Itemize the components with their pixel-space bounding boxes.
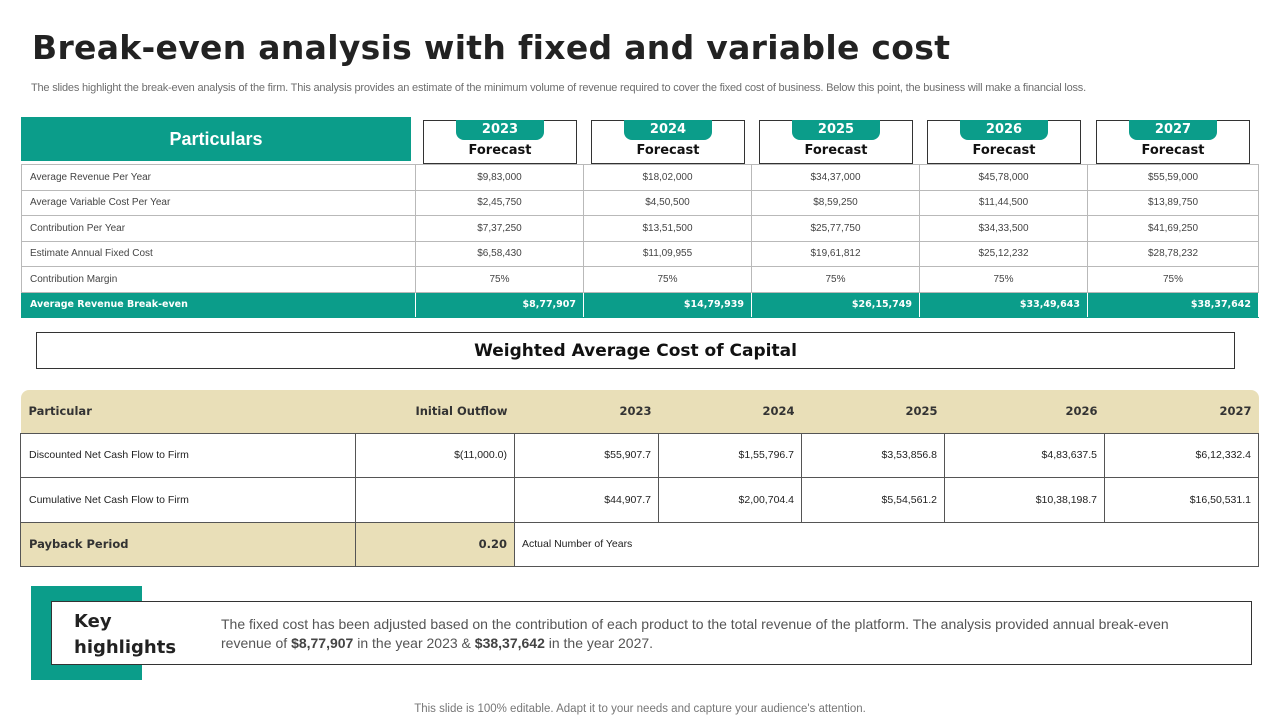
table-cell: $1,55,796.7: [659, 433, 802, 478]
table-cell: $6,58,430: [416, 241, 584, 267]
column-header: 2023: [515, 390, 659, 433]
row-label: Average Revenue Per Year: [22, 165, 416, 191]
forecast-label: Forecast: [972, 143, 1036, 158]
table-cell: $10,38,198.7: [945, 478, 1105, 523]
page-subtitle: The slides highlight the break-even analysis of the firm. This analysis provides an estimate of the minimum volume of revenue required to cover the fixed cost of business. Below this point, the business will make a financial loss.: [31, 82, 1086, 94]
table-cell: $11,44,500: [920, 190, 1088, 216]
table-cell: $16,50,531.1: [1105, 478, 1259, 523]
page-title: Break-even analysis with fixed and variable cost: [32, 28, 951, 67]
year-header-2026: [927, 120, 1081, 164]
payback-value: 0.20: [356, 522, 515, 567]
forecast-label: Forecast: [468, 143, 532, 158]
table-cell: $4,83,637.5: [945, 433, 1105, 478]
table-cell: $9,83,000: [416, 165, 584, 191]
table-row: [22, 165, 1259, 191]
table-cell: $28,78,232: [1088, 241, 1259, 267]
year-header-2027: [1096, 120, 1250, 164]
key-highlights-text: [221, 615, 1201, 652]
table-cell: $4,50,500: [584, 190, 752, 216]
table-row: [22, 216, 1259, 242]
table-cell: $38,37,642: [1088, 292, 1259, 318]
year-tab: 2026: [960, 120, 1048, 140]
payback-label: Payback Period: [21, 522, 356, 567]
table-cell: $13,51,500: [584, 216, 752, 242]
highlight-text: in the year 2023 &: [353, 634, 475, 651]
row-label: Contribution Margin: [22, 267, 416, 293]
highlight-value: $8,77,907: [291, 634, 354, 651]
forecast-label: Forecast: [636, 143, 700, 158]
year-tab: 2025: [792, 120, 880, 140]
table-row: [22, 241, 1259, 267]
highlight-value: $38,37,642: [474, 634, 545, 651]
year-tab: 2023: [456, 120, 544, 140]
table-cell: $2,45,750: [416, 190, 584, 216]
payback-note: Actual Number of Years: [515, 522, 1259, 567]
table-cell: $26,15,749: [752, 292, 920, 318]
row-label: Average Variable Cost Per Year: [22, 190, 416, 216]
column-header: Particular: [21, 390, 356, 433]
break-even-table: [21, 164, 1259, 318]
table-cell: $(11,000.0): [356, 433, 515, 478]
table-cell: $44,907.7: [515, 478, 659, 523]
table-cell: $7,37,250: [416, 216, 584, 242]
table-cell: 75%: [584, 267, 752, 293]
highlight-text: in the year 2027.: [544, 634, 654, 651]
year-tab: 2024: [624, 120, 712, 140]
table-cell: $2,00,704.4: [659, 478, 802, 523]
table-cell: $3,53,856.8: [802, 433, 945, 478]
table-cell: $34,37,000: [752, 165, 920, 191]
table-row: [22, 190, 1259, 216]
table-cell: $45,78,000: [920, 165, 1088, 191]
table-cell: $33,49,643: [920, 292, 1088, 318]
table-cell: $13,89,750: [1088, 190, 1259, 216]
footer-note: This slide is 100% editable. Adapt it to your needs and capture your audience's attention.: [414, 703, 866, 715]
table-cell: $8,77,907: [416, 292, 584, 318]
table-cell: 75%: [1088, 267, 1259, 293]
row-label: Cumulative Net Cash Flow to Firm: [21, 478, 356, 523]
table-cell: $55,907.7: [515, 433, 659, 478]
table-cell: $25,12,232: [920, 241, 1088, 267]
column-header: 2024: [659, 390, 802, 433]
forecast-label: Forecast: [1141, 143, 1205, 158]
wacc-table: [20, 390, 1259, 567]
column-header: 2027: [1105, 390, 1259, 433]
table-cell: 75%: [416, 267, 584, 293]
year-header-2023: [423, 120, 577, 164]
table-row: [21, 478, 1259, 523]
table-cell: $34,33,500: [920, 216, 1088, 242]
table-cell: $19,61,812: [752, 241, 920, 267]
table-cell: $8,59,250: [752, 190, 920, 216]
highlight-text: The fixed cost has been adjusted based on the contribution of each product to the total revenue of the platform. The analysis provided annual break-even revenue of: [221, 616, 1169, 651]
table-cell: 75%: [752, 267, 920, 293]
break-even-row: [22, 292, 1259, 318]
row-label: Contribution Per Year: [22, 216, 416, 242]
year-header-2024: [591, 120, 745, 164]
column-header: 2025: [802, 390, 945, 433]
table-row: [21, 433, 1259, 478]
row-label: Estimate Annual Fixed Cost: [22, 241, 416, 267]
table-header-row: [21, 390, 1259, 433]
year-header-2025: [759, 120, 913, 164]
table-row: [22, 267, 1259, 293]
table-cell: $25,77,750: [752, 216, 920, 242]
table-cell: $41,69,250: [1088, 216, 1259, 242]
table-cell: $6,12,332.4: [1105, 433, 1259, 478]
year-tab: 2027: [1129, 120, 1217, 140]
table-cell: 75%: [920, 267, 1088, 293]
forecast-label: Forecast: [804, 143, 868, 158]
table-cell: [356, 478, 515, 523]
particulars-header: Particulars: [21, 117, 411, 161]
column-header: Initial Outflow: [356, 390, 515, 433]
row-label: Average Revenue Break-even: [22, 292, 416, 318]
key-highlights-title: Key highlights: [74, 611, 177, 658]
column-header: 2026: [945, 390, 1105, 433]
table-cell: $5,54,561.2: [802, 478, 945, 523]
row-label: Discounted Net Cash Flow to Firm: [21, 433, 356, 478]
wacc-title: Weighted Average Cost of Capital: [36, 332, 1235, 369]
payback-row: [21, 522, 1259, 567]
table-cell: $14,79,939: [584, 292, 752, 318]
table-cell: $18,02,000: [584, 165, 752, 191]
key-highlights-box: [51, 601, 1252, 665]
table-cell: $55,59,000: [1088, 165, 1259, 191]
table-cell: $11,09,955: [584, 241, 752, 267]
